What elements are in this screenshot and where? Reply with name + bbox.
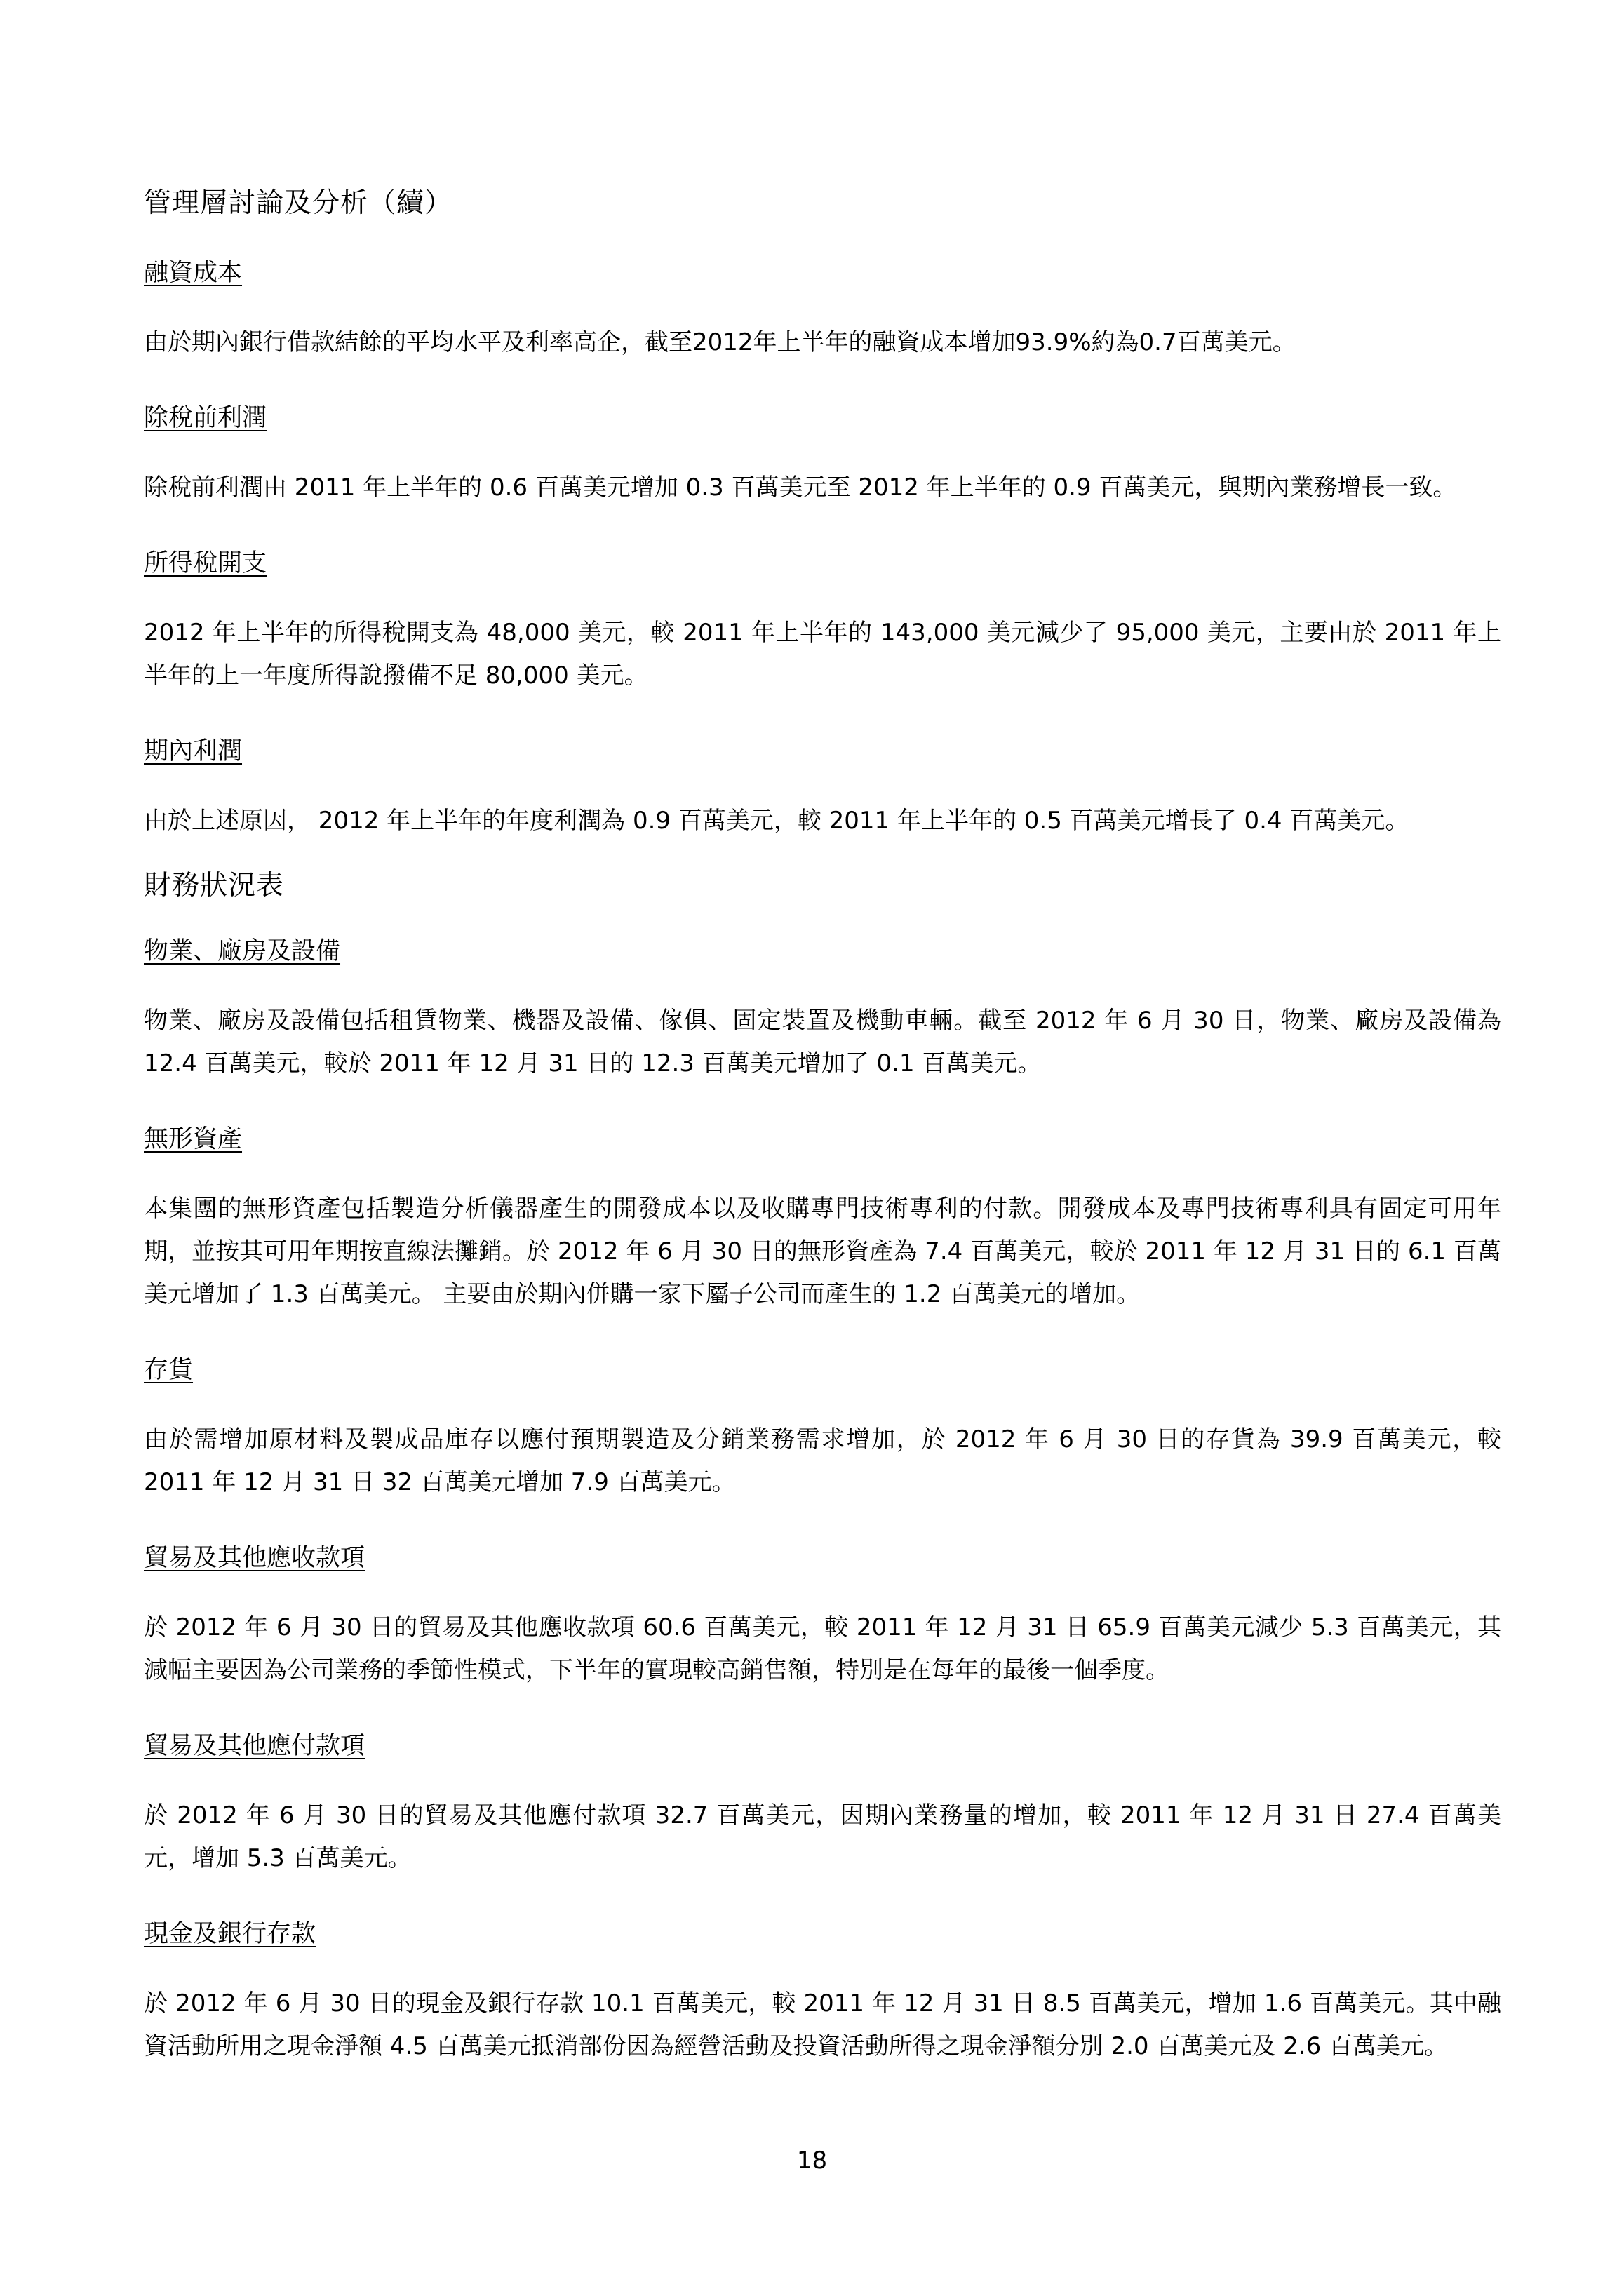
section-paragraph: 本集團的無形資產包括製造分析儀器產生的開發成本以及收購專門技術專利的付款。開發成本及專門技術專利具有固定可用年期，並按其可用年期按直線法攤銷。於 2012 年 6 月 30 日的無形資產為 7.4 百萬美元，較於 2011 年 12 月 31 日的 6.1 百萬美元增加了 1.3 百萬美元。 主要由於期內併購一家下屬子公司而產生的 1.2 百萬美元的增加。 <box>144 1195 1501 1308</box>
page-number: 18 <box>796 2147 828 2175</box>
section-paragraph: 由於期內銀行借款結餘的平均水平及利率高企，截至2012年上半年的融資成本增加93.9%約為0.7百萬美元。 <box>144 328 1296 356</box>
section-inventories <box>144 1352 1501 1504</box>
section-paragraph: 2012 年上半年的所得稅開支為 48,000 美元，較 2011 年上半年的 143,000 美元減少了 95,000 美元，主要由於 2011 年上半年的上一年度所得說撥備不足 80,000 美元。 <box>144 619 1501 690</box>
section-income-tax <box>144 546 1501 697</box>
section-cash-and-bank <box>144 1916 1501 2068</box>
section-finance-costs <box>144 255 1501 364</box>
section-trade-payables <box>144 1728 1501 1880</box>
section-heading: 融資成本 <box>144 259 243 287</box>
section-heading: 現金及銀行存款 <box>144 1920 316 1948</box>
section-heading: 無形資產 <box>144 1125 243 1153</box>
section-profit-before-tax <box>144 401 1501 509</box>
section-paragraph: 由於上述原因， 2012 年上半年的年度利潤為 0.9 百萬美元，較 2011 年上半年的 0.5 百萬美元增長了 0.4 百萬美元。 <box>144 807 1409 835</box>
section-heading: 物業、廠房及設備 <box>144 937 341 965</box>
section-heading: 除稅前利潤 <box>144 404 267 432</box>
section-paragraph: 由於需增加原材料及製成品庫存以應付預期製造及分銷業務需求增加，於 2012 年 6 月 30 日的存貨為 39.9 百萬美元，較 2011 年 12 月 31 日 32 百萬美元增加 7.9 百萬美元。 <box>144 1425 1501 1496</box>
section-heading: 期內利潤 <box>144 737 243 765</box>
section-heading: 存貨 <box>144 1356 194 1384</box>
section-heading: 貿易及其他應收款項 <box>144 1544 365 1572</box>
section-ppe <box>144 934 1501 1085</box>
financial-position-heading: 財務狀況表 <box>144 870 285 901</box>
section-paragraph: 於 2012 年 6 月 30 日的貿易及其他應付款項 32.7 百萬美元，因期內業務量的增加，較 2011 年 12 月 31 日 27.4 百萬美元，增加 5.3 百萬美元。 <box>144 1801 1501 1872</box>
section-profit-for-period <box>144 734 1501 842</box>
section-paragraph: 於 2012 年 6 月 30 日的貿易及其他應收款項 60.6 百萬美元，較 2011 年 12 月 31 日 65.9 百萬美元減少 5.3 百萬美元，其減幅主要因為公司業務的季節性模式，下半年的實現較高銷售額，特別是在每年的最後一個季度。 <box>144 1613 1501 1684</box>
document-page <box>144 184 1501 2104</box>
page-title: 管理層討論及分析（續） <box>144 187 453 219</box>
section-paragraph: 於 2012 年 6 月 30 日的現金及銀行存款 10.1 百萬美元，較 2011 年 12 月 31 日 8.5 百萬美元，增加 1.6 百萬美元。其中融資活動所用之現金淨額 4.5 百萬美元抵消部份因為經營活動及投資活動所得之現金淨額分別 2.0 百萬美元及 2.6 百萬美元。 <box>144 1989 1501 2060</box>
section-intangible-assets <box>144 1122 1501 1316</box>
section-heading: 所得稅開支 <box>144 549 267 577</box>
section-paragraph: 除稅前利潤由 2011 年上半年的 0.6 百萬美元增加 0.3 百萬美元至 2012 年上半年的 0.9 百萬美元，與期內業務增長一致。 <box>144 474 1457 502</box>
section-paragraph: 物業、廠房及設備包括租賃物業、機器及設備、傢俱、固定裝置及機動車輛。截至 2012 年 6 月 30 日，物業、廠房及設備為 12.4 百萬美元，較於 2011 年 12 月 31 日的 12.3 百萬美元增加了 0.1 百萬美元。 <box>144 1007 1501 1077</box>
section-trade-receivables <box>144 1540 1501 1692</box>
section-heading: 貿易及其他應付款項 <box>144 1732 365 1760</box>
